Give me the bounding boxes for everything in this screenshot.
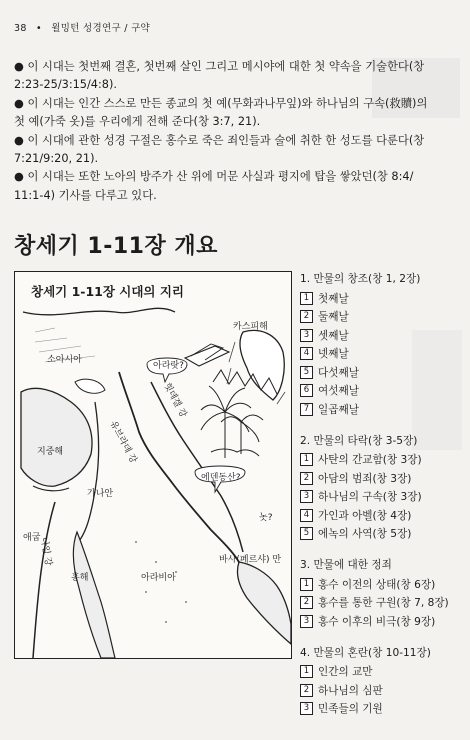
palm-trees-shape xyxy=(201,386,263,458)
outline-list xyxy=(300,271,465,732)
section-heading: 창세기 1-11장 개요 xyxy=(14,234,218,259)
red-sea-shape xyxy=(73,532,115,658)
header-separator: • xyxy=(36,23,42,34)
item-text: 넷째날 xyxy=(318,348,349,361)
list-item xyxy=(300,382,465,401)
label-mediterranean: 지중해 xyxy=(37,447,64,457)
number-box: 5 xyxy=(300,527,313,540)
number-box: 1 xyxy=(300,578,313,591)
nile-river xyxy=(33,502,55,658)
item-text: 둘째날 xyxy=(318,311,349,324)
list-item xyxy=(300,681,465,700)
number-box: 2 xyxy=(300,596,313,609)
bullet-line: ● 이 시대는 첫번째 결혼, 첫번째 살인 그리고 메시야에 대한 첫 약속을 기술한다(창 xyxy=(14,60,425,73)
running-header xyxy=(14,20,150,34)
item-text: 하나님의 심판 xyxy=(318,684,383,697)
item-text: 첫째날 xyxy=(318,292,349,305)
label-euphrates: 유브라데 강 xyxy=(107,419,139,466)
map-title: 창세기 1-11장 시대의 지리 xyxy=(31,284,185,299)
northern-coast xyxy=(23,308,175,314)
label-caspian: 카스피해 xyxy=(233,322,268,332)
label-arabia: 아라비아 xyxy=(141,573,176,583)
outline-section xyxy=(300,645,465,719)
list-item xyxy=(300,469,465,488)
list-item xyxy=(300,594,465,613)
number-box: 3 xyxy=(300,615,313,628)
number-box: 3 xyxy=(300,329,313,342)
item-text: 에녹의 사역(창 5장) xyxy=(318,528,412,541)
mediterranean-sea-shape xyxy=(21,388,92,486)
number-box: 1 xyxy=(300,453,313,466)
item-text: 아담의 범죄(창 3장) xyxy=(318,472,412,485)
label-asia-minor: 소아시아 xyxy=(47,355,82,365)
item-text: 셋째날 xyxy=(318,329,349,342)
item-text: 사탄의 간교함(창 3장) xyxy=(318,454,422,467)
geography-map xyxy=(14,271,292,659)
number-box: 2 xyxy=(300,472,313,485)
number-box: 2 xyxy=(300,684,313,697)
list-item xyxy=(300,289,465,308)
number-box: 4 xyxy=(300,509,313,522)
number-box: 3 xyxy=(300,702,313,715)
item-text: 홍수를 통한 구원(창 7, 8장) xyxy=(318,597,449,610)
section-title: 3. 만물에 대한 정죄 xyxy=(300,559,392,571)
list-item xyxy=(300,663,465,682)
bullet-line: ● 이 시대는 인간 스스로 만든 종교의 첫 예(무화과나무잎)와 하나님의 구속(救贖)의 xyxy=(14,96,428,110)
list-item xyxy=(300,400,465,419)
number-box: 4 xyxy=(300,347,313,360)
outline-section xyxy=(300,271,465,419)
persian-gulf-shape xyxy=(237,562,291,644)
bullet-line: ● 이 시대는 또한 노아의 방주가 산 위에 머문 사실과 평지에 탑을 쌓았던(창 8:4/ xyxy=(14,170,414,184)
running-title: 윌밍턴 성경연구 / 구약 xyxy=(51,23,151,34)
list-item xyxy=(300,575,465,594)
cyprus-island xyxy=(75,379,105,393)
list-item xyxy=(300,506,465,525)
caspian-sea-shape xyxy=(240,330,284,400)
list-item xyxy=(300,308,465,327)
list-item xyxy=(300,326,465,345)
bullet-line: 첫 예(가죽 옷)를 우리에게 전해 준다(창 3:7, 21). xyxy=(14,115,261,129)
section-title: 1. 만물의 창조(창 1, 2장) xyxy=(300,273,421,285)
list-item xyxy=(300,363,465,382)
item-text: 가인과 아벨(창 4장) xyxy=(318,509,412,522)
label-canaan: 가나안 xyxy=(87,489,114,499)
label-red-sea: 홍해 xyxy=(71,573,89,583)
section-title: 2. 만물의 타락(창 3-5장) xyxy=(300,434,418,447)
bullet-line: 11:1-4) 기사를 다루고 있다. xyxy=(14,188,157,202)
number-box: 1 xyxy=(300,292,313,305)
bullet-line: 2:23-25/3:15/4:8). xyxy=(14,78,117,92)
label-egypt: 애굽 xyxy=(23,533,41,543)
item-text: 인간의 교만 xyxy=(318,666,373,679)
bullet-list xyxy=(14,58,454,205)
number-box: 7 xyxy=(300,403,313,416)
item-text: 일곱째날 xyxy=(318,403,359,416)
number-box: 2 xyxy=(300,310,313,323)
list-item xyxy=(300,612,465,631)
section-title: 4. 만물의 혼란(창 10-11장) xyxy=(300,646,431,659)
list-item xyxy=(300,488,465,507)
item-text: 홍수 이후의 비극(창 9장) xyxy=(318,615,436,628)
label-eden: 에덴동산? xyxy=(201,473,241,483)
label-nile: 나일 강 xyxy=(38,536,54,567)
list-item xyxy=(300,345,465,364)
number-box: 5 xyxy=(300,366,313,379)
label-nod: 놋? xyxy=(259,513,273,523)
number-box: 6 xyxy=(300,384,313,397)
list-item xyxy=(300,700,465,719)
bullet-line: 7:21/9:20, 21). xyxy=(14,152,99,166)
number-box: 3 xyxy=(300,490,313,503)
label-tigris: 힛데겔 강 xyxy=(161,381,189,420)
item-text: 홍수 이전의 상태(창 6장) xyxy=(318,578,436,591)
list-item xyxy=(300,525,465,544)
list-item xyxy=(300,451,465,470)
item-text: 민족들의 기원 xyxy=(318,703,383,716)
item-text: 다섯째날 xyxy=(318,366,359,379)
outline-section xyxy=(300,433,465,544)
page-number: 38 xyxy=(14,23,27,34)
label-ararat: 아라랏? xyxy=(153,361,184,371)
item-text: 여섯째날 xyxy=(318,385,359,398)
outline-section xyxy=(300,557,465,631)
label-persian-gulf: 바사(페르샤) 만 xyxy=(219,555,282,565)
bullet-line: ● 이 시대에 관한 성경 구절은 홍수로 죽은 죄인들과 술에 취한 한 성도를 다룬다(창 xyxy=(14,133,425,147)
item-text: 하나님의 구속(창 3장) xyxy=(318,491,422,504)
number-box: 1 xyxy=(300,665,313,678)
